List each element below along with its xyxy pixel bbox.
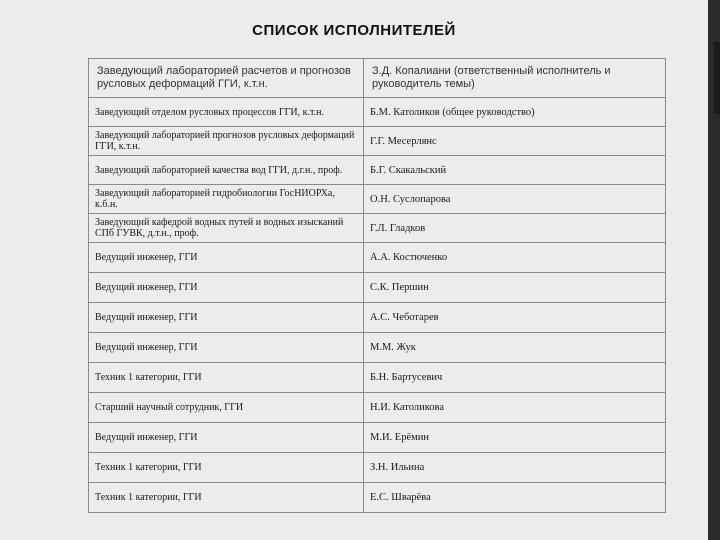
- role-cell: Ведущий инженер, ГГИ: [89, 333, 364, 363]
- table-row: [89, 185, 666, 214]
- role-cell: Ведущий инженер, ГГИ: [89, 273, 364, 303]
- table-row: [89, 156, 666, 185]
- role-cell: Ведущий инженер, ГГИ: [89, 423, 364, 453]
- role-cell: Ведущий инженер, ГГИ: [89, 243, 364, 273]
- name-cell: Г.Л. Гладков: [364, 214, 666, 243]
- performers-table: [88, 58, 666, 513]
- name-cell: Н.И. Католикова: [364, 393, 666, 423]
- role-cell: Заведующий отделом русловых процессов ГГИ, к.т.н.: [89, 98, 364, 127]
- table-row: [89, 333, 666, 363]
- table-row: [89, 98, 666, 127]
- name-cell: Б.Г. Скакальский: [364, 156, 666, 185]
- role-cell: Заведующий лабораторией гидробиологии ГосНИОРХа, к.б.н.: [89, 185, 364, 214]
- table-row: [89, 363, 666, 393]
- table-row: [89, 214, 666, 243]
- role-cell: Заведующий лабораторией расчетов и прогнозов русловых деформаций ГГИ, к.т.н.: [89, 59, 364, 98]
- role-cell: Техник 1 категории, ГГИ: [89, 483, 364, 513]
- name-cell: З.Н. Ильина: [364, 453, 666, 483]
- role-cell: Старший научный сотрудник, ГГИ: [89, 393, 364, 423]
- table-row: [89, 243, 666, 273]
- name-cell: О.Н. Суслопарова: [364, 185, 666, 214]
- name-cell: А.С. Чеботарев: [364, 303, 666, 333]
- slide-title: СПИСОК ИСПОЛНИТЕЛЕЙ: [252, 22, 456, 39]
- name-cell: С.К. Першин: [364, 273, 666, 303]
- name-cell: А.А. Костюченко: [364, 243, 666, 273]
- name-cell: М.М. Жук: [364, 333, 666, 363]
- role-cell: Техник 1 категории, ГГИ: [89, 363, 364, 393]
- table-row: [89, 273, 666, 303]
- role-cell: Заведующий лабораторией качества вод ГГИ, д.г.н., проф.: [89, 156, 364, 185]
- table-row: [89, 127, 666, 156]
- table-row: [89, 393, 666, 423]
- name-cell: Г.Г. Месерлянс: [364, 127, 666, 156]
- role-cell: Ведущий инженер, ГГИ: [89, 303, 364, 333]
- table-row: [89, 453, 666, 483]
- table-row: [89, 483, 666, 513]
- name-cell: Б.Н. Бартусевич: [364, 363, 666, 393]
- name-cell: З.Д. Копалиани (ответственный исполнитель и руководитель темы): [364, 59, 666, 98]
- role-cell: Техник 1 категории, ГГИ: [89, 453, 364, 483]
- role-cell: Заведующий лабораторией прогнозов русловых деформаций ГГИ, к.т.н.: [89, 127, 364, 156]
- name-cell: Б.М. Католиков (общее руководство): [364, 98, 666, 127]
- table-row: [89, 303, 666, 333]
- table-row: [89, 59, 666, 98]
- name-cell: М.И. Ерёмин: [364, 423, 666, 453]
- right-accent-bar: [714, 42, 720, 114]
- role-cell: Заведующий кафедрой водных путей и водных изысканий СПб ГУВК, д.т.н., проф.: [89, 214, 364, 243]
- table-row: [89, 423, 666, 453]
- name-cell: Е.С. Шварёва: [364, 483, 666, 513]
